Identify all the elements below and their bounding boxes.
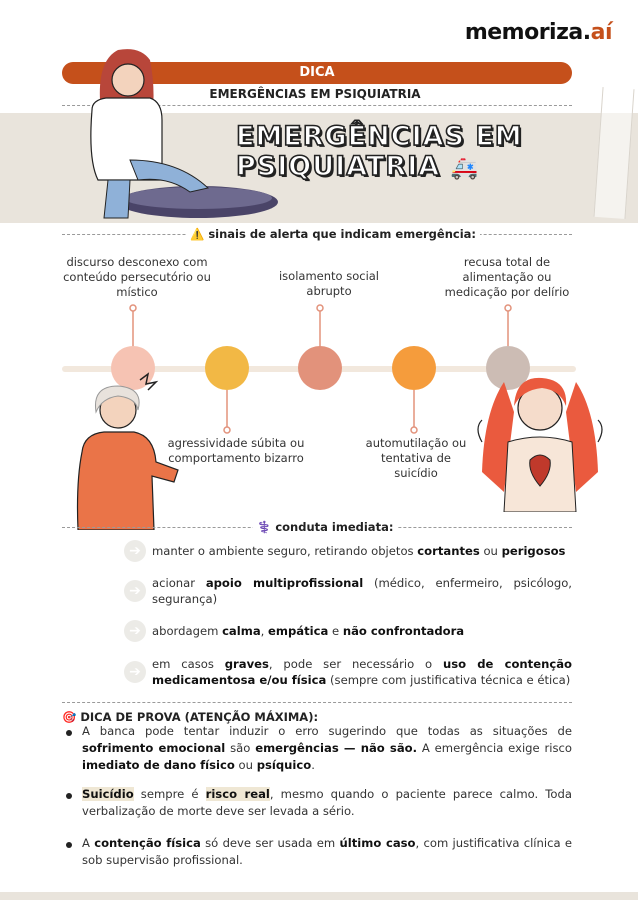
page-subtitle: EMERGÊNCIAS EM PSIQUIATRIA — [209, 87, 421, 101]
text-segment: Suicídio — [82, 787, 134, 801]
conduct-heading: ⚕️ conduta imediata: — [253, 520, 397, 534]
exam-bullet-3 — [82, 835, 572, 869]
ambulance-icon: 🚑 — [450, 156, 479, 181]
alert-heading: ⚠️ sinais de alerta que indicam emergência: — [186, 227, 480, 241]
alert-sign-4: automutilação ou tentativa de suicídio — [365, 436, 467, 480]
dica-banner: DICA — [62, 62, 572, 84]
text-segment: psíquico — [256, 758, 312, 772]
text-segment: só deve ser usada em — [200, 836, 340, 850]
alert-sign-1: discurso desconexo com conteúdo persecutório ou místico — [63, 255, 211, 299]
divider — [62, 702, 572, 703]
arrow-right-icon: ➔ — [124, 540, 146, 562]
hero-title — [236, 122, 523, 184]
text-segment: . — [311, 758, 315, 772]
conduct-item-1 — [152, 543, 572, 559]
text-segment: emergências — não são. — [255, 741, 418, 755]
text-segment: contenção física — [94, 836, 201, 850]
exam-heading: 🎯 DICA DE PROVA (ATENÇÃO MÁXIMA): — [62, 710, 319, 724]
arrow-right-icon: ➔ — [124, 580, 146, 602]
distressed-woman-illustration — [464, 372, 614, 512]
bullet-dot — [66, 842, 72, 848]
text-segment: risco real — [205, 787, 270, 801]
timeline-node-4 — [392, 346, 436, 390]
text-segment: calma — [222, 624, 261, 638]
text-segment: em casos — [152, 657, 225, 671]
hero-title-line2: PSIQUIATRIA — [236, 151, 441, 182]
brand-logo: memoriza.aí — [464, 20, 612, 45]
text-segment: A banca pode tentar induzir o erro sugerindo que todas as situações de — [82, 724, 572, 738]
bullet-dot — [66, 793, 72, 799]
text-segment: abordagem — [152, 624, 223, 638]
text-segment: são — [225, 741, 256, 755]
text-segment: , pode ser necessário o — [268, 657, 443, 671]
footer-band — [0, 892, 638, 900]
text-segment: graves — [224, 657, 269, 671]
arrow-right-icon: ➔ — [124, 620, 146, 642]
text-segment: não confrontadora — [342, 624, 465, 638]
text-segment: (médico, enfermeiro, psicólogo, segurança) — [152, 576, 572, 606]
text-segment: manter o ambiente seguro, retirando objetos — [152, 544, 418, 558]
text-segment: , com justificativa clínica e sob supervisão profissional. — [82, 836, 572, 867]
text-segment: último caso — [339, 836, 416, 850]
exam-bullet-2 — [82, 786, 572, 820]
text-segment: empática — [268, 624, 329, 638]
text-segment: , — [260, 624, 269, 638]
text-segment: (sempre com justificativa técnica e ética) — [326, 673, 571, 687]
bullet-dot — [66, 730, 72, 736]
exam-bullet-1 — [82, 723, 572, 774]
text-segment: e — [328, 624, 343, 638]
text-segment: ou — [234, 758, 257, 772]
text-segment: apoio multiprofissional — [205, 576, 364, 590]
arrow-right-icon: ➔ — [124, 661, 146, 683]
conduct-item-4 — [152, 656, 572, 688]
text-segment: imediato de dano físico — [82, 758, 235, 772]
hero-title-line1: EMERGÊNCIAS EM — [236, 121, 523, 152]
timeline-node-2 — [205, 346, 249, 390]
text-segment: acionar — [152, 576, 206, 590]
alert-sign-3: isolamento social abrupto — [278, 269, 380, 298]
angry-woman-illustration — [74, 372, 184, 530]
text-segment: uso de contenção medicamentosa e/ou física — [152, 657, 572, 687]
text-segment: , mesmo quando o paciente parece calmo. Toda verbalização de morte deve ser levada a sério. — [82, 787, 572, 818]
text-segment: A — [82, 836, 95, 850]
alert-sign-5: recusa total de alimentação ou medicação por delírio — [444, 255, 570, 299]
text-segment: sempre é — [133, 787, 206, 801]
conduct-item-3 — [152, 623, 572, 639]
conduct-item-2 — [152, 575, 572, 607]
text-segment: perigosos — [501, 544, 566, 558]
alert-sign-2: agressividade súbita ou comportamento bizarro — [167, 436, 305, 465]
text-segment: A emergência exige risco — [417, 741, 572, 755]
text-segment: ou — [479, 544, 502, 558]
text-segment: sofrimento emocional — [82, 741, 226, 755]
text-segment: cortantes — [417, 544, 480, 558]
timeline-node-3 — [298, 346, 342, 390]
